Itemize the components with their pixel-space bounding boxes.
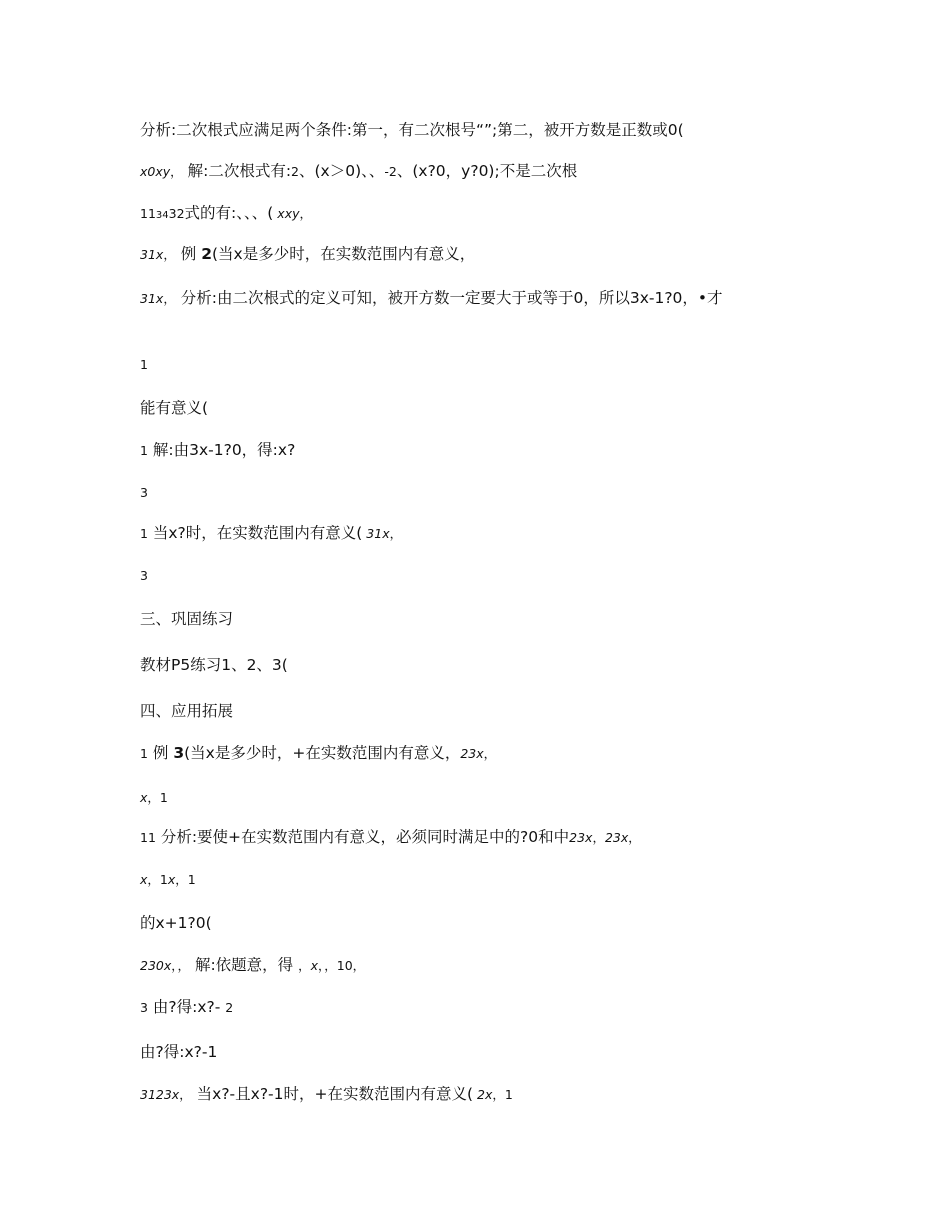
text-line-2 <box>140 160 820 183</box>
formula-fragment: 32 <box>168 206 185 221</box>
text-line-8 <box>140 439 820 462</box>
line-22-text: 由?得:x?-1 <box>140 1043 218 1061</box>
line-2-text: 解:二次根式有: <box>182 162 292 180</box>
text-line-13 <box>140 654 820 676</box>
formula-fragment: ，，10， <box>318 958 366 973</box>
text-line-18 <box>140 868 820 891</box>
formula-fragment: 2 <box>291 164 299 179</box>
text-line-6 <box>140 353 820 376</box>
text-line-10 <box>140 522 820 545</box>
line-4-text: (当x是多少时，在实数范围内有意义， <box>211 245 476 263</box>
line-23-text: 当x?-且x?-1时，+在实数范围内有意义( <box>191 1085 474 1103</box>
line-17-text: 分析:要使+在实数范围内有意义，必须同时满足中的?0和中 <box>155 828 570 846</box>
line-15-text: 例 <box>147 744 174 762</box>
formula-fragment: x0xy <box>140 164 171 179</box>
line-8-text: 解:由3x-1?0，得:x? <box>147 441 296 459</box>
line-3-text: 式的有:、、、( <box>184 204 274 222</box>
text-line-23 <box>140 1083 820 1106</box>
formula-fragment: 11 <box>140 206 156 221</box>
formula-fragment: 1 <box>140 357 148 372</box>
formula-fragment: ，1 <box>147 790 168 805</box>
formula-fragment: ， <box>163 247 176 262</box>
formula-fragment: x <box>140 790 148 805</box>
example-number: 3 <box>173 744 185 762</box>
text-line-11 <box>140 564 820 587</box>
text-line-22 <box>140 1041 820 1063</box>
text-line-20 <box>140 954 820 977</box>
formula-fragment: x <box>310 958 319 973</box>
formula-fragment: 3123x <box>140 1087 180 1102</box>
section-heading-application <box>140 700 820 722</box>
formula-fragment: 31x <box>140 291 164 306</box>
text-line-21 <box>140 996 820 1019</box>
text-line-17 <box>140 826 820 849</box>
line-4-text: 例 <box>175 245 202 263</box>
line-20-text: 解:依题意，得 <box>190 956 299 974</box>
formula-fragment: ，1 <box>175 872 196 887</box>
formula-fragment: xxy <box>273 206 300 221</box>
formula-fragment: ， <box>179 1087 192 1102</box>
text-line-19 <box>140 912 820 934</box>
formula-fragment: 11 <box>140 830 156 845</box>
text-line-5 <box>140 287 820 310</box>
formula-fragment: ， <box>298 958 311 973</box>
text-line-1 <box>140 119 820 141</box>
formula-fragment: ， <box>299 206 313 221</box>
formula-fragment: 1 <box>140 746 148 761</box>
formula-fragment: ， <box>483 746 497 761</box>
formula-fragment: x <box>140 872 148 887</box>
line-15-text: (当x是多少时，+在实数范围内有意义， <box>184 744 461 762</box>
formula-fragment: -2 <box>384 164 397 179</box>
text-line-4 <box>140 243 820 266</box>
line-1-text: 分析:二次根式应满足两个条件:第一，有二次根号“”;第二，被开方数是正数或0( <box>140 121 684 139</box>
section-heading-text: 四、应用拓展 <box>140 702 234 720</box>
formula-fragment: 2 <box>225 1000 234 1015</box>
text-line-3 <box>140 202 820 227</box>
formula-fragment: 23x <box>460 746 484 761</box>
formula-fragment: 3 <box>140 485 148 500</box>
formula-fragment: ，1 <box>492 1087 513 1102</box>
text-line-9 <box>140 481 820 504</box>
line-13-text: 教材P5练习1、2、3( <box>140 656 288 674</box>
formula-fragment: 3 <box>140 1000 148 1015</box>
formula-fragment: 2x <box>473 1087 493 1102</box>
formula-fragment: 23x <box>604 830 629 845</box>
text-line-16 <box>140 786 820 809</box>
line-5-text: 分析:由二次根式的定义可知，被开方数一定要大于或等于0，所以3x-1?0，•才 <box>175 289 723 307</box>
formula-fragment: 31x <box>362 526 390 541</box>
line-2-text: 、(x＞0)、、 <box>299 162 385 180</box>
formula-fragment: ， <box>628 830 641 845</box>
formula-fragment: 1 <box>140 526 148 541</box>
formula-fragment: x <box>167 872 176 887</box>
formula-fragment: 3 <box>140 568 148 583</box>
formula-fragment: 23x <box>569 830 593 845</box>
line-7-text: 能有意义( <box>140 399 209 417</box>
formula-fragment: 230x <box>140 958 172 973</box>
line-2-text: 、(x?0，y?0);不是二次根 <box>396 162 578 180</box>
formula-fragment: ，1 <box>147 872 168 887</box>
line-19-text: 的x+1?0( <box>140 914 212 932</box>
formula-fragment: 1 <box>140 443 148 458</box>
text-line-15 <box>140 742 820 765</box>
text-line-7 <box>140 397 820 419</box>
example-number: 2 <box>201 245 212 263</box>
formula-fragment: ，， <box>171 958 191 973</box>
formula-fragment: ， <box>170 164 183 179</box>
line-21-text: 由?得:x?- <box>147 998 226 1016</box>
formula-fragment: 31x <box>140 247 164 262</box>
line-10-text: 当x?时，在实数范围内有意义( <box>147 524 363 542</box>
formula-fragment: ， <box>389 526 403 541</box>
section-heading-consolidation <box>140 608 820 630</box>
formula-fragment: ， <box>592 830 605 845</box>
formula-fragment: ， <box>163 291 176 306</box>
formula-fragment: 34 <box>155 210 169 221</box>
section-heading-text: 三、巩固练习 <box>140 610 234 628</box>
